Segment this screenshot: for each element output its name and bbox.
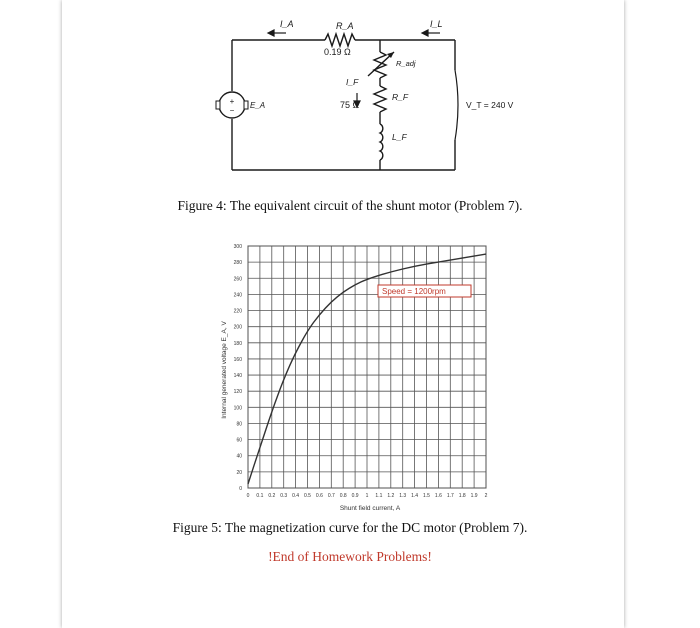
y-tick-label: 220 [233, 308, 242, 315]
rf-value-label: 75 Ω [340, 100, 360, 110]
svg-text:+: + [229, 97, 235, 106]
x-tick-label: 2 [484, 493, 488, 499]
x-tick-label: 1.3 [399, 493, 407, 499]
y-tick-label: 200 [233, 324, 242, 331]
y-tick-label: 60 [236, 437, 242, 444]
y-tick-label: 20 [236, 469, 242, 476]
y-tick-label: 180 [233, 340, 242, 347]
x-tick-label: 0 [246, 493, 250, 499]
y-tick-label: 140 [233, 373, 242, 380]
ea-label: E_A [250, 101, 266, 110]
lf-label: L_F [392, 132, 407, 142]
x-tick-label: 0.6 [315, 493, 323, 499]
x-tick-labels [247, 493, 488, 499]
y-tick-label: 120 [233, 389, 242, 396]
x-tick-label: 0.9 [351, 493, 359, 499]
x-tick-label: 1.1 [375, 493, 383, 499]
x-tick-label: 1.2 [387, 493, 395, 499]
y-tick-label: 260 [233, 276, 242, 283]
ia-label: I_A [280, 19, 294, 29]
figure4-caption: Figure 4: The equivalent circuit of the shunt motor (Problem 7). [177, 198, 523, 213]
x-tick-label: 1.5 [423, 493, 430, 499]
svg-text:−: − [229, 106, 235, 115]
x-tick-label: 0.3 [280, 493, 288, 499]
x-tick-label: 0.7 [327, 493, 335, 499]
y-tick-label: 280 [233, 260, 242, 267]
ra-label: R_A [336, 21, 354, 31]
y-axis-label: Internal generated voltage E_A, V [221, 321, 228, 419]
il-label: I_L [430, 19, 443, 29]
end-note: !End of Homework Problems! [268, 549, 432, 564]
y-tick-label: 100 [233, 405, 242, 412]
chart-grid [248, 246, 486, 488]
y-tick-label: 40 [236, 453, 242, 460]
y-tick-label: 240 [233, 292, 242, 299]
ra-value-label: 0.19 Ω [324, 47, 351, 57]
x-tick-label: 1.7 [446, 493, 454, 499]
x-tick-label: 1.8 [458, 493, 466, 499]
speed-annotation: Speed = 1200rpm [382, 287, 446, 296]
y-tick-label: 0 [239, 486, 242, 492]
x-tick-label: 0.5 [304, 493, 311, 499]
vt-label: V_T = 240 V [466, 100, 514, 110]
x-tick-label: 0.1 [256, 493, 264, 499]
x-axis-label: Shunt field current, A [339, 505, 401, 512]
x-tick-label: 1.4 [411, 493, 419, 499]
x-tick-label: 1 [365, 493, 369, 499]
figure5-caption: Figure 5: The magnetization curve for the DC motor (Problem 7). [172, 520, 528, 535]
y-tick-label: 80 [236, 421, 242, 428]
x-tick-label: 1.6 [434, 493, 442, 499]
y-tick-labels [234, 244, 243, 492]
x-tick-label: 0.2 [268, 493, 276, 499]
x-tick-label: 1.9 [470, 493, 478, 499]
if-label: I_F [346, 77, 359, 87]
x-tick-label: 0.4 [292, 493, 300, 499]
radj-label: R_adj [396, 59, 416, 68]
y-tick-label: 160 [233, 356, 242, 363]
x-tick-label: 0.8 [339, 493, 347, 499]
y-tick-label: 300 [233, 244, 242, 250]
rf-label: R_F [392, 92, 409, 102]
